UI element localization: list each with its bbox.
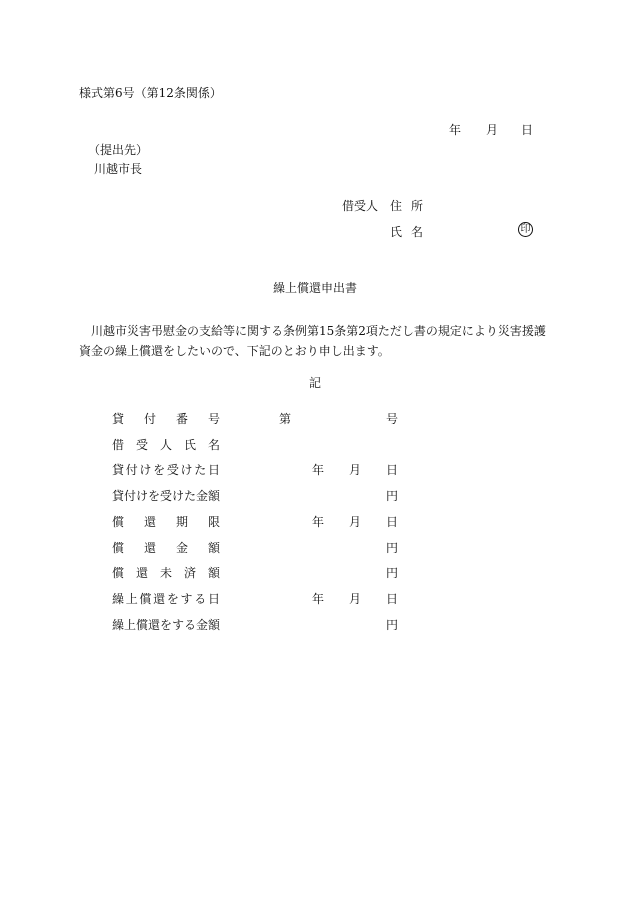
item-prefix: 第 (279, 412, 292, 426)
item-label: 繰上償還をする日 (112, 592, 220, 606)
item-suffix: 号 (386, 412, 399, 426)
item-month: 月 (349, 463, 362, 477)
addressee-name: 川越市長 (94, 162, 143, 176)
body-paragraph: 川越市災害弔慰金の支給等に関する条例第15条第2項ただし書の規定により災害援護資金の繰上償還をしたいので、下記のとおり申し出ます。 (79, 324, 546, 358)
ki-heading: 記 (308, 376, 321, 390)
date-month-label: 月 (486, 123, 499, 137)
seal-mark: 印 (518, 222, 533, 237)
document-title: 繰上償還申出書 (272, 281, 357, 295)
item-day: 日 (386, 463, 399, 477)
item-month: 月 (349, 592, 362, 606)
date-day-label: 日 (521, 123, 534, 137)
item-label: 償還期限 (112, 515, 220, 529)
item-yen: 円 (386, 566, 399, 580)
name-label: 氏名 (390, 225, 433, 239)
item-label: 貸付けを受けた日 (112, 463, 220, 477)
addressee-label: （提出先） (88, 143, 149, 157)
item-label: 繰上償還をする金額 (112, 618, 221, 632)
date-year-label: 年 (449, 123, 462, 137)
item-label: 償還金額 (112, 541, 220, 555)
item-label: 貸付けを受けた金額 (112, 489, 221, 503)
item-yen: 円 (386, 489, 399, 503)
address-label: 住所 (390, 199, 433, 213)
form-number: 様式第6号（第12条関係） (79, 86, 222, 100)
item-month: 月 (349, 515, 362, 529)
item-yen: 円 (386, 618, 399, 632)
item-label: 貸付番号 (112, 412, 220, 426)
item-year: 年 (312, 592, 325, 606)
borrower-label: 借受人 (342, 199, 379, 213)
item-year: 年 (312, 515, 325, 529)
item-day: 日 (386, 592, 399, 606)
item-year: 年 (312, 463, 325, 477)
item-day: 日 (386, 515, 399, 529)
item-label: 償還未済額 (112, 566, 220, 580)
item-label: 借受人氏名 (112, 438, 220, 452)
item-yen: 円 (386, 541, 399, 555)
